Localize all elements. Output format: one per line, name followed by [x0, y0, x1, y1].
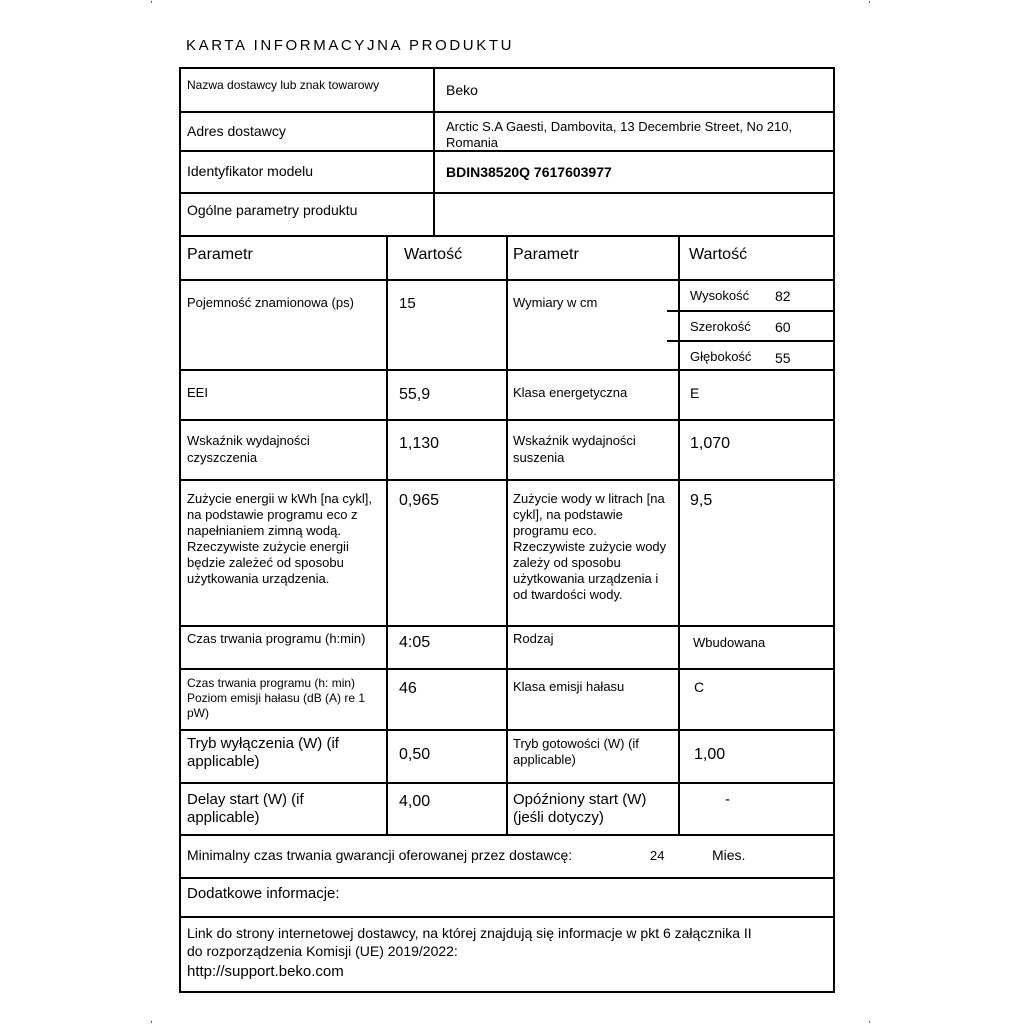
noise-label-line2: Poziom emisji hałasu (dB (A) re 1 — [187, 691, 366, 705]
corner-mark-tr — [868, 0, 871, 5]
delayed-start-label-line2: (jeśli dotyczy) — [513, 809, 604, 826]
water-use-value: 9,5 — [690, 492, 713, 509]
energy-class-label: Klasa energetyczna — [513, 385, 628, 400]
delay-start-value: 4,00 — [399, 793, 431, 810]
energy-use-line5: będzie zależeć od sposobu — [187, 555, 344, 570]
water-use-line7: od twardości wody. — [513, 587, 623, 602]
off-mode-label-line1: Tryb wyłączenia (W) (if — [187, 735, 339, 752]
column-header-value-1: Wartość — [404, 246, 463, 263]
column-header-param-2: Parametr — [513, 246, 579, 263]
energy-use-line1: Zużycie energii w kWh [na cykl], — [187, 491, 372, 506]
delay-start-label-line1: Delay start (W) (if — [187, 791, 304, 808]
type-value: Wbudowana — [693, 635, 766, 650]
drying-label-line2: suszenia — [513, 450, 565, 465]
energy-class-value: E — [690, 385, 700, 401]
address-value-line1: Arctic S.A Gaesti, Dambovita, 13 Decembrie Street, No 210, — [446, 119, 793, 134]
link-text-line1: Link do strony internetowej dostawcy, na której znajdują się informacje w pkt 6 załącznika II — [187, 925, 752, 941]
model-label: Identyfikator modelu — [187, 163, 314, 179]
water-use-line5: zależy od sposobu — [513, 555, 621, 570]
warranty-value: 24 — [650, 848, 665, 863]
off-mode-label-line2: applicable) — [187, 753, 260, 770]
cleaning-label-line2: czyszczenia — [187, 450, 258, 465]
model-value: BDIN38520Q 7617603977 — [446, 164, 612, 180]
standby-value: 1,00 — [694, 746, 726, 763]
energy-use-line6: użytkowania urządzenia. — [187, 571, 330, 586]
height-value: 82 — [775, 288, 791, 304]
width-value: 60 — [775, 319, 791, 335]
standby-label-line2: applicable) — [513, 752, 576, 767]
noise-value: 46 — [399, 680, 417, 697]
energy-use-value: 0,965 — [399, 492, 440, 509]
address-label: Adres dostawcy — [187, 123, 286, 139]
delay-start-label-line2: applicable) — [187, 809, 260, 826]
type-label: Rodzaj — [513, 631, 554, 646]
duration-label: Czas trwania programu (h:min) — [187, 631, 366, 646]
capacity-value: 15 — [399, 295, 416, 312]
noise-class-value: C — [694, 679, 705, 695]
energy-use-line4: Rzeczywiste zużycie energii — [187, 539, 349, 554]
capacity-label: Pojemność znamionowa (ps) — [187, 295, 354, 310]
dimensions-label: Wymiary w cm — [513, 295, 598, 310]
warranty-unit: Mies. — [712, 847, 746, 863]
water-use-line1: Zużycie wody w litrach [na — [513, 491, 665, 506]
additional-info-label: Dodatkowe informacje: — [187, 885, 340, 902]
support-link[interactable]: http://support.beko.com — [187, 963, 344, 980]
water-use-line4: Rzeczywiste zużycie wody — [513, 539, 667, 554]
column-header-param-1: Parametr — [187, 246, 253, 263]
energy-use-line3: napełnianiem zimną wodą. — [187, 523, 341, 538]
noise-label-line1: Czas trwania programu (h: min) — [187, 676, 356, 690]
corner-mark-tl — [150, 0, 153, 5]
product-info-sheet — [179, 67, 835, 993]
water-use-line2: cykl], na podstawie — [513, 507, 623, 522]
drying-value: 1,070 — [690, 435, 731, 452]
depth-value: 55 — [775, 350, 791, 366]
eei-value: 55,9 — [399, 386, 431, 403]
width-label: Szerokość — [690, 319, 751, 334]
corner-mark-br: , — [868, 1014, 871, 1025]
eei-label: EEI — [187, 385, 208, 400]
cleaning-value: 1,130 — [399, 435, 440, 452]
warranty-label: Minimalny czas trwania gwarancji oferowanej przez dostawcę: — [187, 847, 573, 863]
noise-class-label: Klasa emisji hałasu — [513, 679, 625, 694]
page-title: KARTA INFORMACYJNA PRODUKTU — [186, 37, 515, 54]
noise-label-line3: pW) — [187, 706, 209, 720]
cleaning-label-line1: Wskaźnik wydajności — [187, 433, 310, 448]
water-use-line6: użytkowania urządzenia i — [513, 571, 659, 586]
corner-mark-bl: , — [150, 1014, 153, 1025]
delayed-start-label-line1: Opóźniony start (W) — [513, 791, 647, 808]
drying-label-line1: Wskaźnik wydajności — [513, 433, 636, 448]
delayed-start-value: - — [725, 791, 730, 808]
off-mode-value: 0,50 — [399, 746, 431, 763]
general-parameters-label: Ogólne parametry produktu — [187, 202, 358, 218]
address-value-line2: Romania — [446, 135, 499, 150]
link-text-line2: do rozporządzenia Komisji (UE) 2019/2022: — [187, 943, 458, 959]
energy-use-line2: na podstawie programu eco z — [187, 507, 358, 522]
standby-label-line1: Tryb gotowości (W) (if — [513, 736, 639, 751]
supplier-label: Nazwa dostawcy lub znak towarowy — [187, 78, 380, 92]
depth-label: Głębokość — [690, 349, 752, 364]
supplier-value: Beko — [446, 82, 478, 98]
water-use-line3: programu eco. — [513, 523, 597, 538]
duration-value: 4:05 — [399, 634, 431, 651]
column-header-value-2: Wartość — [689, 246, 748, 263]
height-label: Wysokość — [690, 288, 750, 303]
